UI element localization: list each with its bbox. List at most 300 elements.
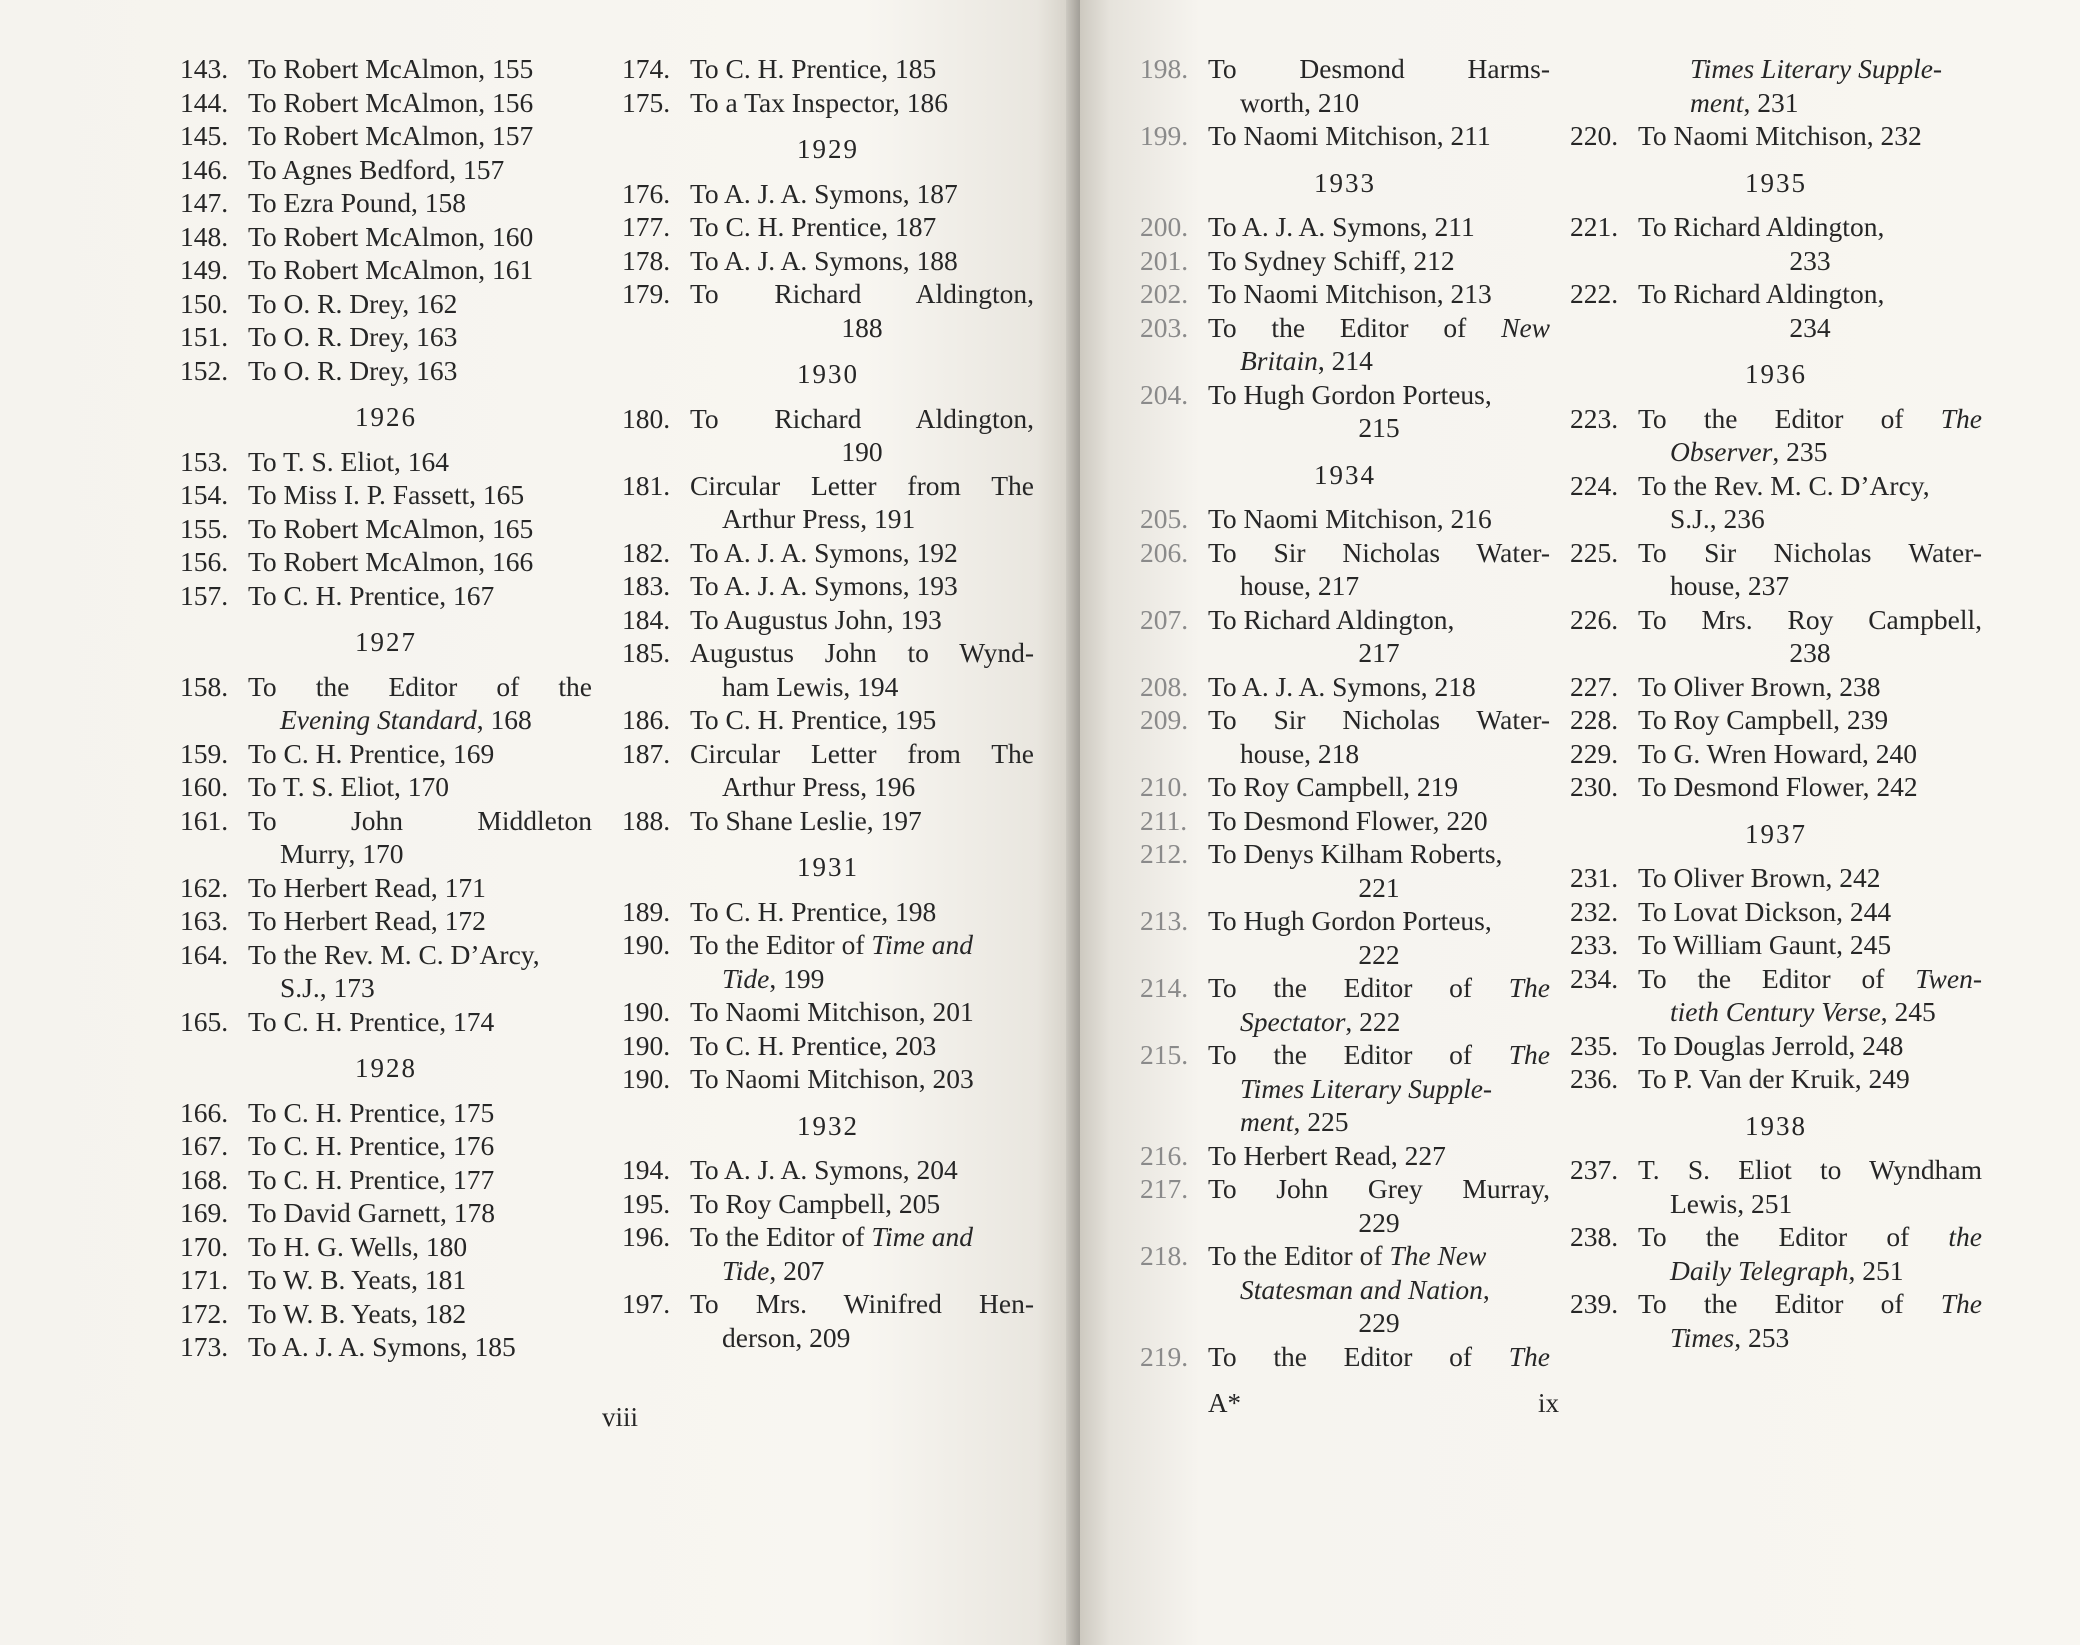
entry-number: 206. (1140, 536, 1189, 568)
entry-number: 186. (622, 704, 671, 735)
year-heading: 1936 (1745, 359, 1807, 389)
entry-text (690, 469, 1034, 536)
entry-continuation: S.J., 236 (1670, 503, 1765, 534)
right-page-column-1 (1140, 52, 1550, 1373)
entry-continuation: 229 (1358, 1206, 1400, 1238)
index-entry (1140, 502, 1550, 536)
entry-line (1638, 703, 1982, 737)
entry-line (690, 703, 1034, 737)
entry-title: To C. H. Prentice, 195 (690, 704, 937, 735)
entry-line (1638, 770, 1982, 804)
entry-number: 183. (622, 570, 671, 601)
index-entry (1140, 770, 1550, 804)
index-entry (1570, 277, 1982, 344)
entry-title: To the Rev. M. C. D’Arcy, (1638, 469, 1930, 501)
entry-line (1208, 502, 1550, 536)
entry-line (248, 253, 592, 287)
entry-number: 190. (622, 996, 671, 1027)
entry-number: 147. (180, 187, 229, 218)
index-entry (180, 1230, 592, 1264)
entry-number: 224. (1570, 469, 1619, 501)
entry-text (248, 770, 592, 804)
entry-title: To the Editor of (690, 929, 872, 960)
index-entry (622, 86, 1034, 120)
index-entry (180, 938, 592, 1005)
index-entry (180, 737, 592, 771)
index-entry (1570, 962, 1982, 1029)
index-entry (1570, 895, 1982, 929)
entry-title: To C. H. Prentice, 198 (690, 895, 937, 927)
entry-title: To the Editor of (1208, 1340, 1509, 1372)
entry-text (690, 603, 1034, 637)
entry-text (690, 536, 1034, 570)
entry-number: 226. (1570, 603, 1619, 635)
index-entry (180, 871, 592, 905)
entry-title: To Shane Leslie, 197 (690, 804, 922, 836)
entry-number: 190. (622, 1029, 671, 1061)
entry-text (248, 86, 592, 120)
entry-number: 233. (1570, 929, 1619, 960)
entry-continuation (248, 703, 592, 737)
entry-line (1208, 378, 1550, 412)
entry-title: To O. R. Drey, 163 (248, 354, 458, 386)
title-italic: ment (1690, 86, 1744, 118)
entry-title: To C. H. Prentice, 175 (248, 1096, 495, 1128)
index-entry (180, 1297, 592, 1331)
entry-title: To Richard Aldington, (1208, 603, 1455, 635)
entry-number: 196. (622, 1221, 671, 1252)
entry-title: To John Middleton (248, 804, 592, 836)
index-entry (180, 445, 592, 479)
entry-number: 152. (180, 354, 229, 386)
index-entry (180, 320, 592, 354)
index-entry (180, 86, 592, 120)
entry-line (1638, 670, 1982, 704)
entry-title: To the Editor of (1208, 1039, 1509, 1070)
entry-text (690, 402, 1034, 469)
entry-line (690, 277, 1034, 311)
entry-number: 220. (1570, 120, 1619, 151)
entry-title: To Naomi Mitchison, 203 (690, 1063, 974, 1094)
title-italic: Tide (722, 962, 770, 994)
entry-line (690, 469, 1034, 503)
entry-text (1638, 1220, 1982, 1287)
entry-line (690, 52, 1034, 86)
entry-number: 169. (180, 1197, 229, 1228)
entry-title: To Augustus John, 193 (690, 603, 942, 635)
entry-title: To the Editor of (690, 1221, 872, 1252)
entry-title: To Sydney Schiff, 212 (1208, 244, 1455, 276)
entry-title: To William Gaunt, 245 (1638, 929, 1892, 960)
entry-continuation: 229 (1358, 1307, 1400, 1338)
entry-continuation: 215 (1358, 412, 1400, 443)
entry-number: 159. (180, 737, 229, 769)
entry-title: To Naomi Mitchison, 211 (1208, 120, 1491, 151)
entry-number: 235. (1570, 1029, 1619, 1061)
index-entry (180, 1196, 592, 1230)
entry-text (690, 1287, 1034, 1354)
index-entry (180, 153, 592, 187)
entry-line (690, 895, 1034, 929)
entry-title: To A. J. A. Symons, 218 (1208, 670, 1476, 702)
entry-text (1638, 469, 1982, 536)
entry-line (1638, 402, 1982, 436)
entry-title: To Desmond Flower, 220 (1208, 804, 1488, 836)
entry-line (1638, 603, 1982, 637)
entry-number: 157. (180, 579, 229, 611)
entry-text (1208, 670, 1550, 704)
entry-line (248, 186, 592, 220)
entry-line (248, 445, 592, 479)
entry-number: 170. (180, 1230, 229, 1262)
entry-line (690, 569, 1034, 603)
entry-title: To Roy Campbell, 239 (1638, 704, 1889, 735)
entry-text (1208, 904, 1550, 971)
index-entry (180, 1129, 592, 1163)
entry-continuation (690, 1254, 1034, 1288)
entry-text (690, 244, 1034, 278)
entry-continuation: 234 (1789, 311, 1831, 343)
entry-number: 181. (622, 469, 671, 501)
entry-title: To Robert McAlmon, 160 (248, 220, 534, 252)
entry-text (248, 545, 592, 579)
entry-text (248, 478, 592, 512)
entry-text (1638, 402, 1982, 469)
entry-line (690, 804, 1034, 838)
entry-title: To A. J. A. Symons, 193 (690, 570, 958, 601)
index-entry (1570, 1029, 1982, 1063)
entry-text (248, 1163, 592, 1197)
entry-number: 227. (1570, 670, 1619, 702)
entry-text (1208, 603, 1550, 670)
entry-line (690, 210, 1034, 244)
entry-text (1208, 804, 1550, 838)
entry-continuation (690, 962, 1034, 996)
year-heading: 1935 (1745, 167, 1807, 198)
entry-number: 145. (180, 120, 229, 151)
entry-line (1208, 536, 1550, 570)
entry-title: To Richard Aldington, (690, 402, 1034, 434)
title-italic: The New (1389, 1240, 1487, 1271)
entry-title: To the Editor of (1638, 1288, 1941, 1319)
entry-number: 218. (1140, 1240, 1189, 1271)
title-italic: Times Literary Supple- (1240, 1072, 1493, 1104)
entry-text (690, 1153, 1034, 1187)
entry-text (690, 703, 1034, 737)
entry-title: To C. H. Prentice, 187 (690, 211, 937, 242)
entry-line (248, 1129, 592, 1163)
index-entry (1140, 1172, 1550, 1239)
entry-line (1208, 1239, 1550, 1273)
signature-mark: A* (1208, 1388, 1241, 1418)
entry-line (1208, 277, 1550, 311)
entry-line (1208, 837, 1550, 871)
entry-continuation: Murry, 170 (280, 838, 404, 869)
entry-continuation (1638, 435, 1982, 469)
index-entry (1570, 1062, 1982, 1096)
entry-title: To David Garnett, 178 (248, 1197, 496, 1228)
entry-title: To C. H. Prentice, 176 (248, 1130, 495, 1161)
entry-title: To Robert McAlmon, 165 (248, 512, 534, 544)
entry-continuation (1638, 1254, 1982, 1288)
entry-number: 222. (1570, 278, 1619, 309)
page-ref: , 207 (769, 1254, 825, 1286)
entry-text (248, 119, 592, 153)
index-entry (180, 545, 592, 579)
index-entry (1570, 603, 1982, 670)
index-entry (1570, 536, 1982, 603)
entry-title: To Herbert Read, 172 (248, 905, 486, 936)
year-heading: 1932 (797, 1110, 859, 1141)
entry-line (690, 995, 1034, 1029)
entry-continuation: house, 237 (1670, 570, 1790, 601)
entry-text (1638, 1153, 1982, 1220)
index-entry (1140, 1340, 1550, 1374)
entry-title: To Agnes Bedford, 157 (248, 153, 505, 185)
entry-number: 212. (1140, 838, 1189, 869)
entry-title: To Desmond Harms- (1208, 53, 1550, 84)
page-ref: , (1482, 1273, 1490, 1305)
entry-title: To C. H. Prentice, 169 (248, 737, 495, 769)
page-ref: , 235 (1772, 436, 1828, 467)
entry-number: 208. (1140, 670, 1189, 702)
entry-continuation (1208, 344, 1550, 378)
entry-text (248, 320, 592, 354)
entry-title: To Robert McAlmon, 155 (248, 53, 534, 84)
entry-line (248, 579, 592, 613)
index-entry (1140, 210, 1550, 244)
entry-title: To Richard Aldington, (690, 278, 1034, 309)
title-italic: The (1508, 1340, 1550, 1372)
entry-title: To Lovat Dickson, 244 (1638, 895, 1892, 927)
entry-number: 168. (180, 1163, 229, 1195)
entry-number: 210. (1140, 771, 1189, 802)
entry-text (248, 670, 592, 737)
entry-title: To Naomi Mitchison, 201 (690, 996, 974, 1027)
index-entry (180, 1163, 592, 1197)
index-entry (180, 119, 592, 153)
entry-number: 209. (1140, 704, 1189, 735)
entry-text (1208, 1239, 1550, 1340)
entry-line (1638, 1062, 1982, 1096)
index-entry (622, 244, 1034, 278)
index-entry (622, 1153, 1034, 1187)
entry-number: 154. (180, 479, 229, 510)
entry-title: To the Editor of (1638, 1221, 1949, 1252)
index-entry (180, 904, 592, 938)
entry-text (248, 804, 592, 871)
entry-line (690, 1029, 1034, 1063)
entry-number: 162. (180, 871, 229, 903)
entry-title: To Sir Nicholas Water- (1208, 536, 1550, 568)
index-entry (180, 253, 592, 287)
entry-continuation: 221 (1358, 871, 1400, 903)
entry-line (690, 1287, 1034, 1321)
index-entry (1140, 804, 1550, 838)
entry-number: 228. (1570, 704, 1619, 735)
entry-title: To P. Van der Kruik, 249 (1638, 1063, 1910, 1094)
entry-continuation (1208, 1005, 1550, 1039)
entry-number: 239. (1570, 1288, 1619, 1319)
entry-number: 198. (1140, 53, 1189, 84)
index-entry (1570, 402, 1982, 469)
entry-number: 160. (180, 771, 229, 802)
index-entry (1570, 210, 1982, 277)
title-italic: ment (1240, 1106, 1294, 1137)
index-entry (180, 52, 592, 86)
index-entry (1570, 861, 1982, 895)
index-entry (622, 1187, 1034, 1221)
entry-line (248, 545, 592, 579)
entry-title: To Roy Campbell, 219 (1208, 771, 1459, 802)
entry-title: To Miss I. P. Fassett, 165 (248, 479, 525, 510)
entry-title: To A. J. A. Symons, 192 (690, 536, 958, 568)
entry-line (1638, 962, 1982, 996)
entry-title: To Roy Campbell, 205 (690, 1187, 941, 1219)
index-entry-continuation (1570, 52, 1982, 86)
entry-continuation: house, 218 (1240, 737, 1360, 769)
entry-number: 238. (1570, 1221, 1619, 1252)
entry-text (1208, 1172, 1550, 1239)
index-entry (622, 804, 1034, 838)
entry-text (248, 512, 592, 546)
index-entry (622, 177, 1034, 211)
entry-line (1208, 1038, 1550, 1072)
entry-text (248, 220, 592, 254)
title-italic: Twen- (1915, 962, 1982, 994)
entry-number: 216. (1140, 1139, 1189, 1171)
entry-line (248, 320, 592, 354)
entry-line (248, 904, 592, 938)
entry-line (1638, 861, 1982, 895)
entry-line (1208, 971, 1550, 1005)
index-entry (180, 1330, 592, 1364)
entry-line (690, 86, 1034, 120)
entry-text (1208, 502, 1550, 536)
index-entry (622, 1220, 1034, 1287)
entry-number: 177. (622, 211, 671, 242)
entry-line (248, 871, 592, 905)
entry-line (248, 512, 592, 546)
index-entry (180, 287, 592, 321)
index-entry (1140, 277, 1550, 311)
entry-text (248, 1129, 592, 1163)
entry-text (1638, 210, 1982, 277)
entry-text (248, 1297, 592, 1331)
entry-text (1638, 277, 1982, 344)
entry-continuation: 190 (841, 436, 883, 467)
entry-text (248, 354, 592, 388)
year-heading: 1929 (797, 134, 859, 164)
entry-line (1638, 928, 1982, 962)
entry-text (1638, 770, 1982, 804)
entry-number: 190. (622, 1063, 671, 1094)
entry-text (248, 737, 592, 771)
entry-title: To Denys Kilham Roberts, (1208, 838, 1503, 869)
entry-text (1208, 1038, 1550, 1139)
entry-line (1638, 895, 1982, 929)
entry-title: To Naomi Mitchison, 232 (1638, 120, 1922, 151)
entry-line (1208, 244, 1550, 278)
index-entry (622, 277, 1034, 344)
entry-text (248, 904, 592, 938)
page-number-ix: ix (1538, 1388, 1560, 1418)
entry-text (248, 52, 592, 86)
page-ref: , 253 (1734, 1321, 1790, 1353)
entry-line (690, 1187, 1034, 1221)
entry-number: 184. (622, 603, 671, 635)
entry-text (690, 52, 1034, 86)
entry-text (248, 871, 592, 905)
entry-text (1208, 703, 1550, 770)
entry-title: To C. H. Prentice, 167 (248, 579, 495, 611)
index-entry (1140, 670, 1550, 704)
entry-text (1638, 536, 1982, 603)
entry-title: Augustus John to Wynd- (690, 637, 1034, 668)
index-entry (180, 579, 592, 613)
entry-number: 174. (622, 53, 671, 84)
entry-number: 164. (180, 938, 229, 970)
entry-line (1638, 277, 1982, 311)
entry-line (248, 287, 592, 321)
entry-number: 223. (1570, 402, 1619, 434)
index-entry (622, 569, 1034, 603)
entry-line (248, 938, 592, 972)
entry-number: 221. (1570, 211, 1619, 242)
entry-line (248, 153, 592, 187)
entry-line (1638, 1287, 1982, 1321)
entry-text (690, 569, 1034, 603)
index-entry (180, 512, 592, 546)
entry-continuation (1208, 1273, 1550, 1307)
entry-line (1208, 603, 1550, 637)
entry-text (690, 210, 1034, 244)
index-entry (622, 52, 1034, 86)
entry-text (248, 1196, 592, 1230)
entry-number: 199. (1140, 120, 1189, 151)
entry-text (690, 1062, 1034, 1096)
entry-text (1638, 928, 1982, 962)
entry-continuation: 238 (1789, 637, 1831, 668)
index-entry (180, 186, 592, 220)
entry-title: Circular Letter from The (690, 737, 1034, 769)
entry-title: To Mrs. Roy Campbell, (1638, 603, 1982, 635)
entry-continuation: Arthur Press, 196 (722, 771, 916, 802)
entry-text (1638, 1287, 1982, 1354)
entry-number: 178. (622, 244, 671, 276)
entry-text (248, 287, 592, 321)
page-ref: , 245 (1880, 996, 1936, 1027)
entry-text (1208, 244, 1550, 278)
title-italic: Times (1670, 1321, 1735, 1353)
title-italic: New (1501, 311, 1550, 343)
index-entry (1140, 119, 1550, 153)
page-ref: , 214 (1317, 345, 1373, 376)
index-entry (622, 1062, 1034, 1096)
entry-continuation: 222 (1358, 938, 1400, 970)
entry-number: 153. (180, 445, 229, 477)
entry-number: 149. (180, 254, 229, 285)
index-entry (1140, 904, 1550, 971)
entry-text (1208, 277, 1550, 311)
entry-title: To Hugh Gordon Porteus, (1208, 378, 1492, 410)
entry-title: To John Grey Murray, (1208, 1173, 1550, 1204)
index-entry (1140, 837, 1550, 904)
entry-number: 150. (180, 287, 229, 319)
entry-title: To Richard Aldington, (1638, 278, 1885, 309)
entry-text (248, 186, 592, 220)
entry-number: 189. (622, 895, 671, 927)
